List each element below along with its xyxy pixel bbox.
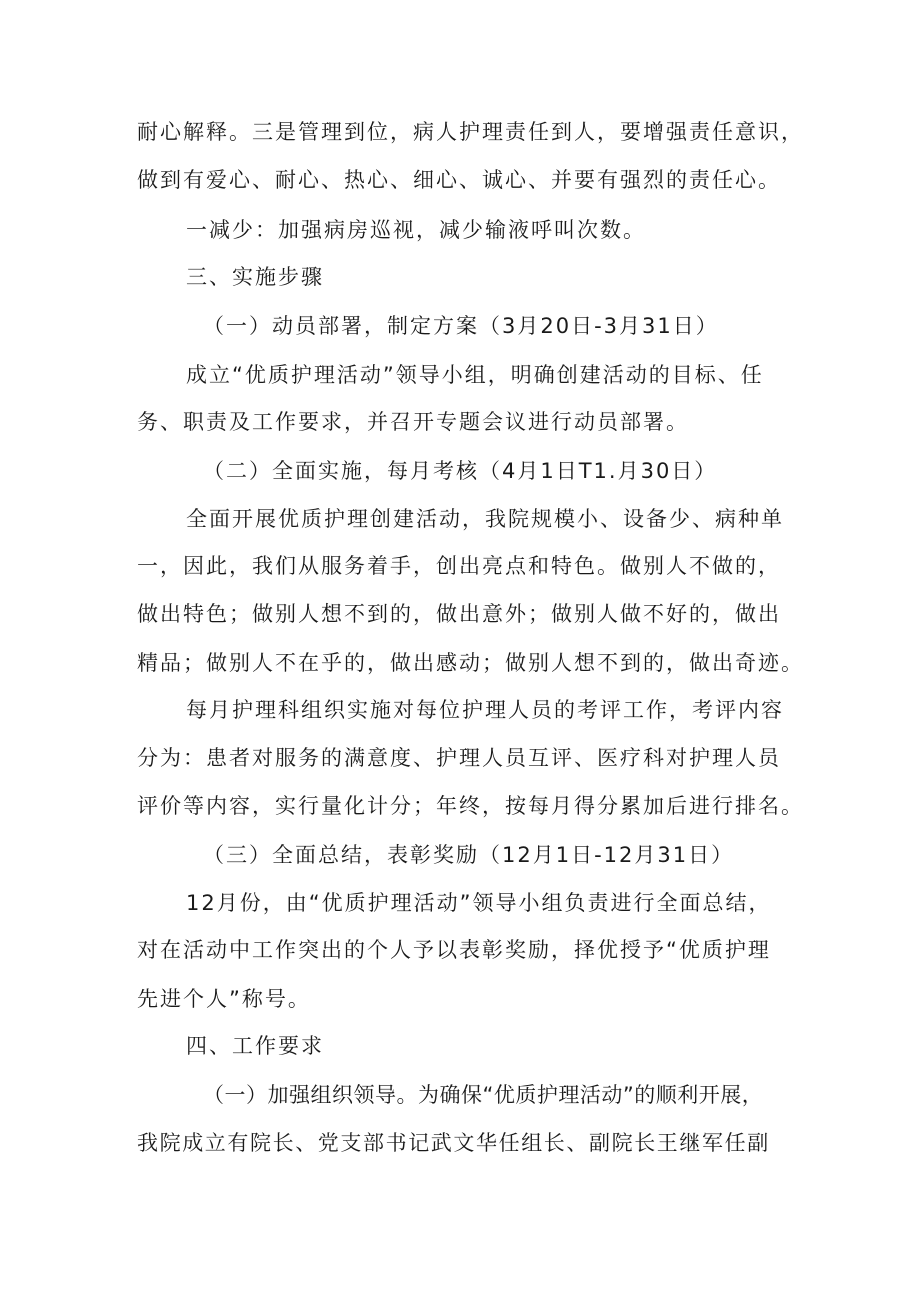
subsection-heading: （一）动员部署，制定方案（3月20日-3月31日）: [203, 314, 719, 338]
paragraph-line: 分为：患者对服务的满意度、护理人员互评、医疗科对护理人员: [137, 746, 781, 770]
paragraph-line: 做出特色；做别人想不到的，做出意外；做别人做不好的，做出: [137, 602, 781, 626]
paragraph-line: 务、职责及工作要求，并召开专题会议进行动员部署。: [137, 410, 689, 434]
paragraph-line: （一）加强组织领导。为确保“优质护理活动”的顺利开展，: [203, 1083, 764, 1107]
paragraph-line: 每月护理科组织实施对每位护理人员的考评工作，考评内容: [186, 698, 784, 722]
paragraph-line: 做到有爱心、耐心、热心、细心、诚心、并要有强烈的责任心。: [137, 168, 781, 192]
paragraph-line: 精品；做别人不在乎的，做出感动；做别人想不到的，做出奇迹。: [137, 651, 804, 675]
paragraph-line: 耐心解释。三是管理到位，病人护理责任到人，要增强责任意识，: [137, 120, 804, 144]
paragraph-line: 我院成立有院长、党支部书记武文华任组长、副院长王继军任副: [137, 1131, 770, 1155]
paragraph-line: 一，因此，我们从服务着手，创出亮点和特色。做别人不做的，: [137, 554, 781, 578]
subsection-heading: （二）全面实施，每月考核（4月1日T1.月30日）: [203, 459, 718, 483]
paragraph-line: 先进个人”称号。: [137, 987, 311, 1011]
section-heading: 三、实施步骤: [186, 265, 324, 289]
paragraph-line: 一减少：加强病房巡视，减少输液呼叫次数。: [186, 218, 646, 242]
paragraph-line: 评价等内容，实行量化计分；年终，按每月得分累加后进行排名。: [137, 794, 804, 818]
paragraph-line: 对在活动中工作突出的个人予以表彰奖励，择优授予“优质护理: [137, 938, 771, 962]
paragraph-line: 全面开展优质护理创建活动，我院规模小、设备少、病种单: [186, 507, 784, 531]
section-heading: 四、工作要求: [186, 1034, 324, 1058]
paragraph-line: 成立“优质护理活动”领导小组，明确创建活动的目标、任: [186, 363, 764, 387]
paragraph-line: 12月份，由“优质护理活动”领导小组负责进行全面总结，: [186, 891, 772, 915]
subsection-heading: （三）全面总结，表彰奖励（12月1日-12月31日）: [203, 843, 735, 867]
